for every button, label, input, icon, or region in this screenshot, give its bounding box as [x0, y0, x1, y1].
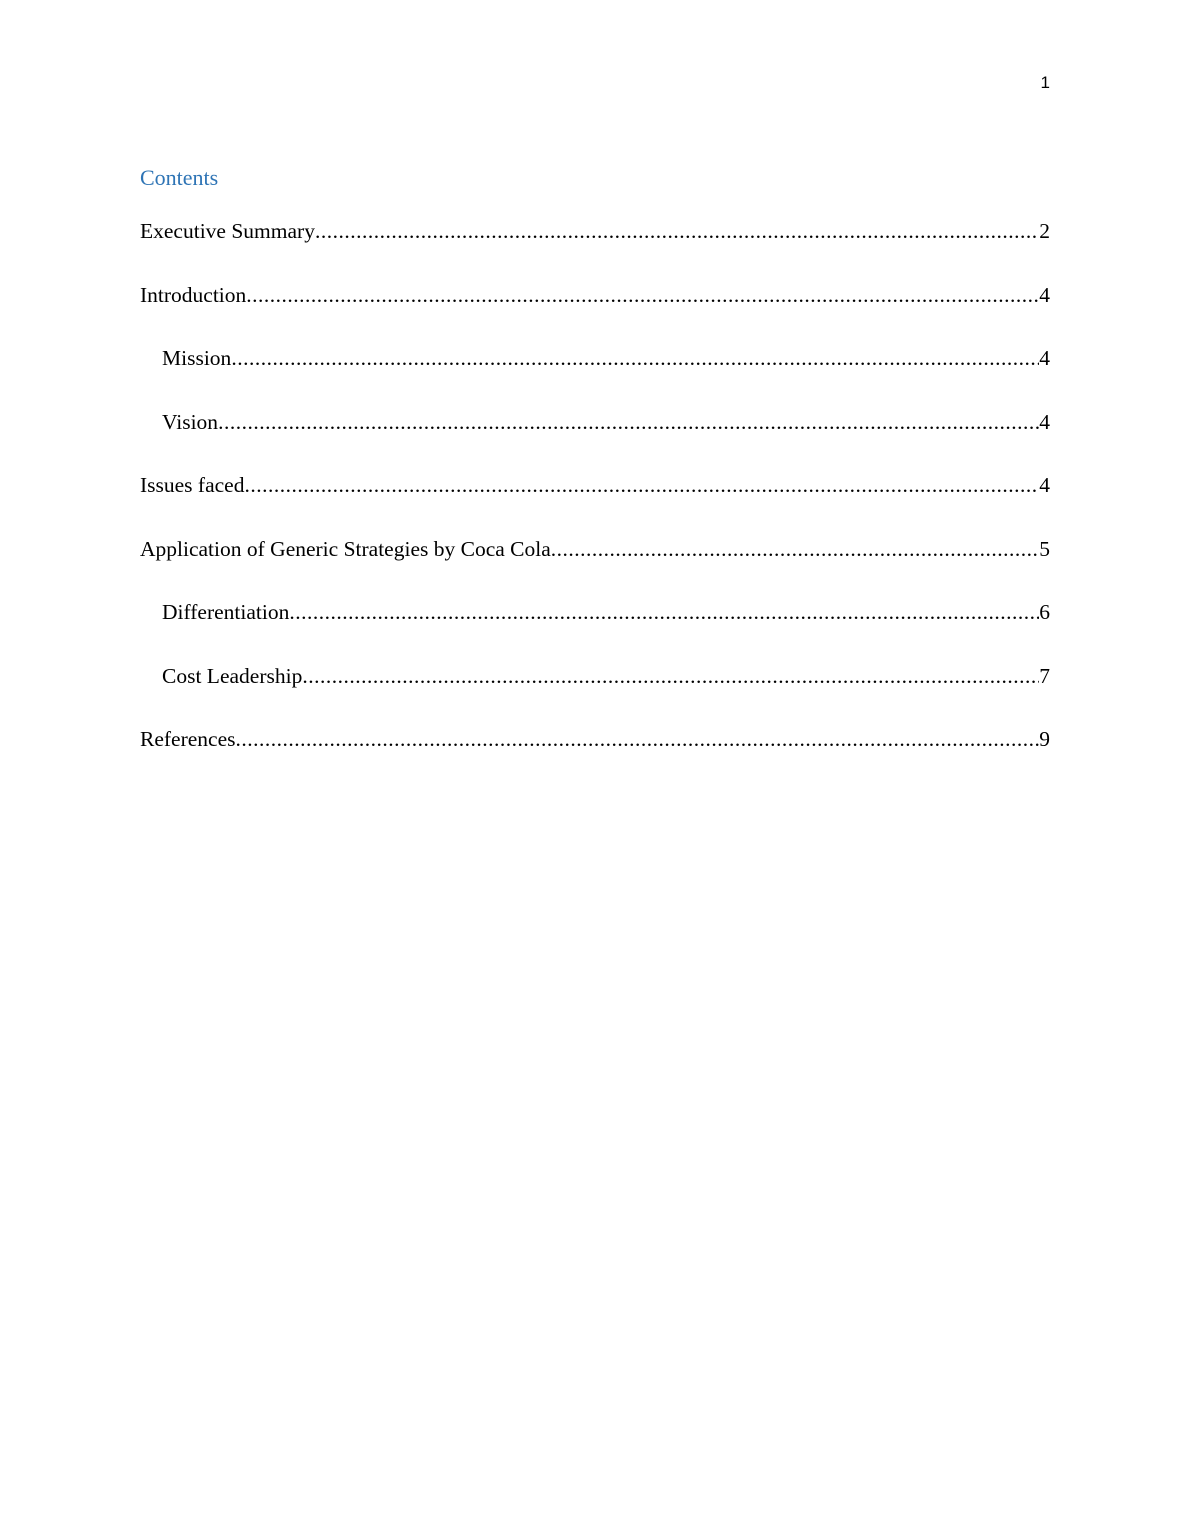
- toc-entry-issues-faced[interactable]: [140, 471, 1050, 535]
- toc-entry-title[interactable]: Issues faced: [140, 473, 245, 497]
- toc-entry-page[interactable]: 4: [1039, 409, 1050, 434]
- toc-entry-differentiation[interactable]: [140, 598, 1050, 662]
- toc-entry-cost-leadership[interactable]: [140, 662, 1050, 726]
- toc-entry-application-of-generic-strategies[interactable]: [140, 535, 1050, 599]
- toc-entry-page[interactable]: 4: [1039, 473, 1050, 497]
- table-of-contents: [140, 217, 1050, 789]
- toc-dot-leader: [551, 535, 1039, 563]
- toc-entry-title[interactable]: Introduction: [140, 282, 247, 307]
- toc-entry-references[interactable]: [140, 725, 1050, 789]
- toc-entry-title[interactable]: Differentiation: [162, 600, 290, 624]
- toc-entry-executive-summary[interactable]: [140, 217, 1050, 281]
- toc-dot-leader: [244, 471, 1039, 499]
- toc-dot-leader: [302, 662, 1039, 690]
- toc-entry-title[interactable]: Executive Summary: [140, 219, 315, 243]
- toc-entry-introduction[interactable]: [140, 281, 1050, 345]
- toc-dot-leader: [289, 598, 1039, 626]
- toc-entry-title[interactable]: Cost Leadership: [162, 663, 303, 688]
- toc-dot-leader: [246, 281, 1039, 309]
- toc-dot-leader: [236, 725, 1040, 753]
- toc-entry-page[interactable]: 6: [1039, 600, 1050, 624]
- toc-dot-leader: [231, 344, 1039, 372]
- toc-entry-page[interactable]: 7: [1039, 663, 1050, 688]
- toc-dot-leader: [218, 408, 1039, 436]
- toc-entry-page[interactable]: 2: [1039, 219, 1050, 243]
- toc-entry-title[interactable]: References: [140, 727, 236, 751]
- toc-entry-page[interactable]: 9: [1039, 727, 1050, 751]
- toc-entry-page[interactable]: 5: [1039, 536, 1050, 561]
- toc-heading: Contents: [140, 165, 219, 190]
- toc-entry-title[interactable]: Vision: [162, 409, 219, 434]
- toc-entry-title[interactable]: Mission: [162, 346, 232, 370]
- toc-entry-vision[interactable]: [140, 408, 1050, 472]
- toc-entry-title[interactable]: Application of Generic Strategies by Coca Cola: [140, 536, 551, 561]
- toc-entry-page[interactable]: 4: [1039, 282, 1050, 307]
- page-number: 1: [1040, 73, 1050, 92]
- toc-entry-mission[interactable]: [140, 344, 1050, 408]
- toc-entry-page[interactable]: 4: [1039, 346, 1050, 370]
- toc-dot-leader: [315, 217, 1039, 245]
